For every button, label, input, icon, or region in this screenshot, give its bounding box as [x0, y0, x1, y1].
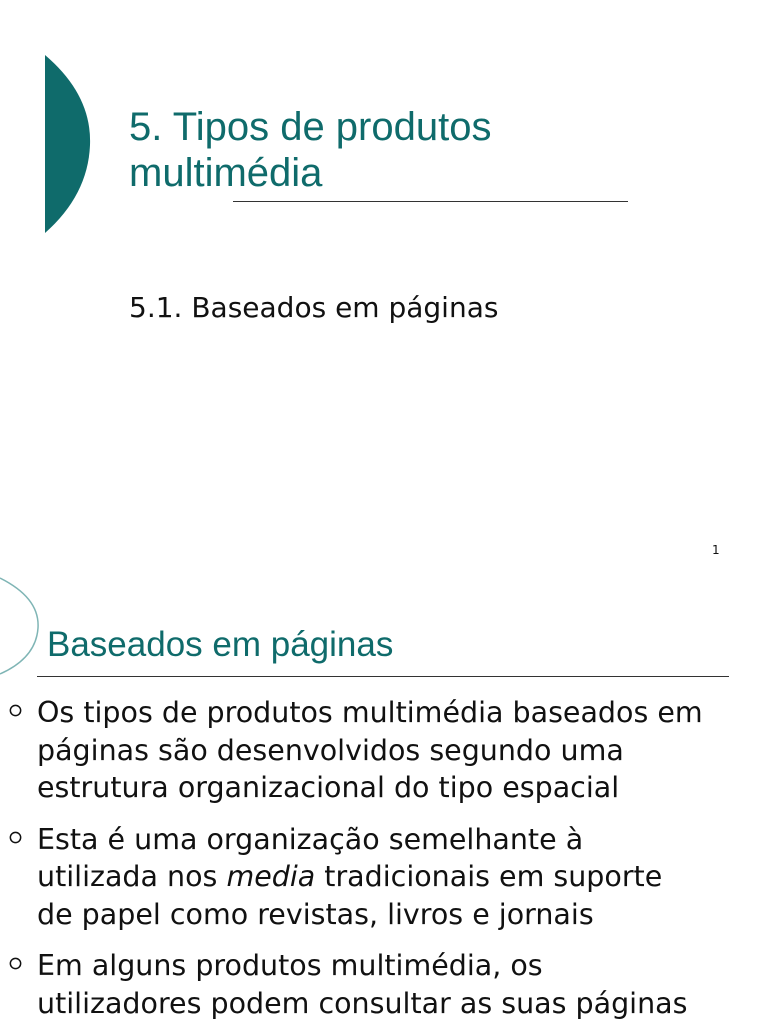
hollow-circle-icon: [8, 703, 23, 718]
slide-title: [129, 104, 689, 196]
slide-title-line-1: 5. Tipos de produtos: [129, 105, 492, 149]
slide-title-line-2: multimédia: [129, 151, 323, 195]
bullet-text-segment: utilizada nos: [37, 860, 227, 893]
title-underline: [233, 201, 628, 202]
bullet-text-segment: tradicionais em suporte: [315, 860, 663, 893]
bullet-list: [0, 694, 768, 1024]
bullet-text-line: de papel como revistas, livros e jornais: [37, 897, 594, 931]
bullet-text-line: Esta é uma organização semelhante à: [37, 822, 584, 856]
hollow-circle-icon: [8, 830, 23, 845]
list-item: [0, 821, 768, 934]
slide-2: [0, 576, 768, 1024]
page-number: 1: [712, 543, 720, 557]
emphasized-word: media: [226, 860, 316, 893]
hollow-circle-icon: [8, 956, 23, 971]
bullet-text-line: [37, 858, 768, 896]
list-item: [0, 694, 768, 807]
list-item: [0, 947, 768, 1022]
slide-title: Baseados em páginas: [47, 625, 394, 664]
title-underline: [37, 676, 729, 677]
decorative-half-circle: [0, 0, 100, 240]
section-subtitle: 5.1. Baseados em páginas: [129, 291, 499, 324]
bullet-text-line: utilizadores podem consultar as suas páginas: [37, 986, 688, 1020]
bullet-text-line: Em alguns produtos multimédia, os: [37, 949, 543, 982]
bullet-text-line: Os tipos de produtos multimédia baseados em: [37, 696, 703, 729]
bullet-text-line: estrutura organizacional do tipo espacial: [37, 771, 620, 804]
bullet-text-line: páginas são desenvolvidos segundo uma: [37, 733, 624, 767]
